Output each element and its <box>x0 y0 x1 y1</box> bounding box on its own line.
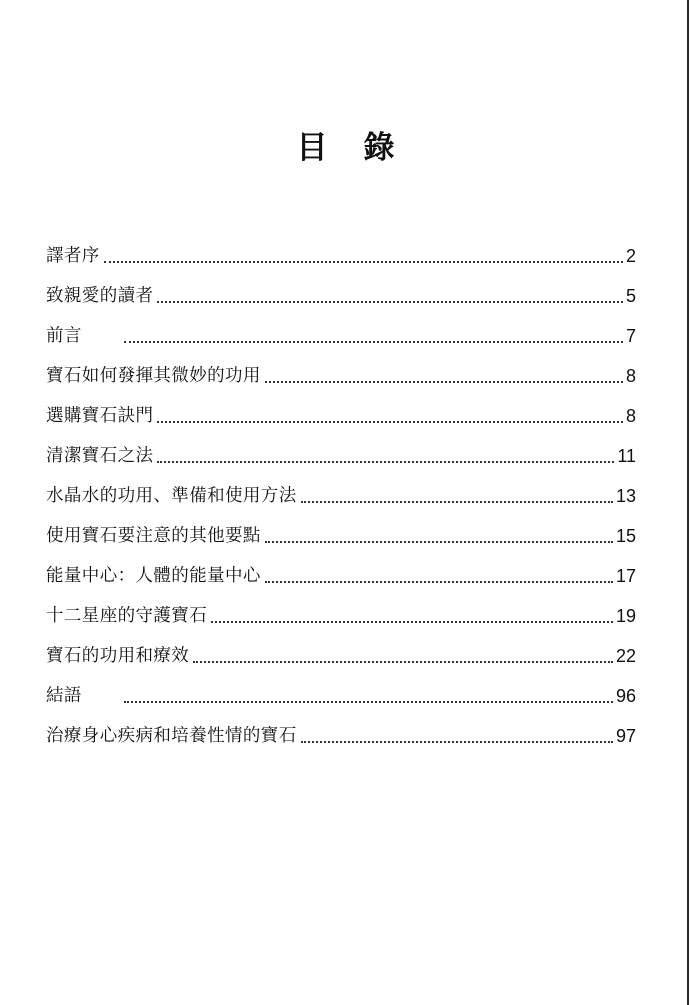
toc-leader-dots <box>265 380 623 383</box>
page-title <box>0 126 691 170</box>
toc-entry-title: 水晶水的功用、準備和使用方法 <box>46 486 297 506</box>
toc-entry-page: 11 <box>617 446 636 466</box>
toc-entry-title: 使用寶石要注意的其他要點 <box>46 526 261 546</box>
toc-entry-page: 97 <box>615 726 636 746</box>
toc-entry[interactable] <box>46 270 636 310</box>
toc-entry-title: 選購寶石訣門 <box>46 406 154 426</box>
toc-entry-title: 結語 <box>46 686 82 706</box>
toc-entry-page: 19 <box>615 606 636 626</box>
toc-leader-dots <box>301 500 613 503</box>
toc-entry[interactable] <box>46 630 636 670</box>
toc-entry[interactable] <box>46 350 636 390</box>
toc-entry-title: 譯者序 <box>46 246 100 266</box>
toc-entry[interactable] <box>46 390 636 430</box>
toc-entry-page: 15 <box>615 526 636 546</box>
toc-leader-dots <box>301 740 613 743</box>
page-title-char-1: 目 <box>296 130 328 166</box>
page-title-char-2: 錄 <box>363 130 395 166</box>
toc-entry[interactable] <box>46 510 636 550</box>
toc-leader-dots <box>157 460 614 463</box>
toc-entry-page: 96 <box>615 686 636 706</box>
toc-entry-title: 治療身心疾病和培養性情的寶石 <box>46 726 297 746</box>
toc-leader-dots <box>193 660 613 663</box>
toc-entry[interactable] <box>46 550 636 590</box>
toc-entry-title: 致親愛的讀者 <box>46 286 154 306</box>
toc-leader-dots <box>157 300 623 303</box>
toc-entry-title: 前言 <box>46 326 82 346</box>
toc-entry-page: 8 <box>625 366 636 386</box>
toc-entry-page: 13 <box>615 486 636 506</box>
toc-entry-page: 22 <box>615 646 636 666</box>
toc-entry[interactable] <box>46 670 636 710</box>
toc-entry[interactable] <box>46 430 636 470</box>
toc-leader-dots <box>157 420 623 423</box>
toc-leader-dots <box>104 260 623 263</box>
toc-entry-title: 清潔寶石之法 <box>46 446 154 466</box>
toc-entry-title: 十二星座的守護寶石 <box>46 606 208 626</box>
toc-leader-dots <box>265 580 613 583</box>
toc-entry-page: 2 <box>625 246 636 266</box>
toc-entry-page: 5 <box>625 286 636 306</box>
toc-entry[interactable] <box>46 230 636 270</box>
toc-entry-title: 寶石如何發揮其微妙的功用 <box>46 366 261 386</box>
toc-leader-dots <box>124 340 623 343</box>
toc-entry[interactable] <box>46 310 636 350</box>
toc-entry-title: 能量中心：人體的能量中心 <box>46 566 261 586</box>
toc-entry[interactable] <box>46 470 636 510</box>
toc-leader-dots <box>124 700 613 703</box>
toc-entry-title: 寶石的功用和療效 <box>46 646 190 666</box>
toc-leader-dots <box>211 620 613 623</box>
toc-entry-page: 8 <box>625 406 636 426</box>
toc-entry-page: 17 <box>615 566 636 586</box>
toc-entry-page: 7 <box>625 326 636 346</box>
toc-leader-dots <box>265 540 613 543</box>
table-of-contents <box>46 230 636 750</box>
toc-entry[interactable] <box>46 590 636 630</box>
toc-entry[interactable] <box>46 710 636 750</box>
